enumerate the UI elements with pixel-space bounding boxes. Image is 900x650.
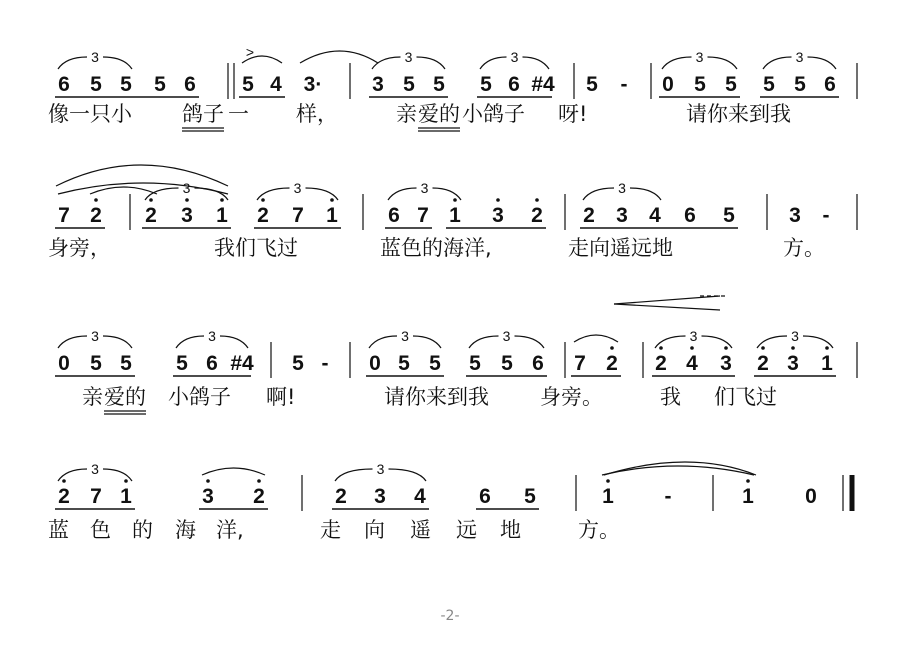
octave-dot	[606, 479, 610, 483]
note-1-11: 5	[433, 73, 445, 96]
triplet-number: 3	[91, 328, 99, 344]
note-2-4: 3	[181, 204, 193, 227]
triplet-arc	[257, 188, 290, 200]
triplet-number: 3	[91, 461, 99, 477]
lyric-4-4: 海	[175, 518, 196, 542]
octave-dot	[185, 198, 189, 202]
note-4-1: 2	[58, 485, 70, 508]
note-1-10: 5	[403, 73, 415, 96]
triplet-arc	[388, 188, 417, 200]
triplet-number: 3	[791, 328, 799, 344]
note-1-1: 6	[58, 73, 70, 96]
lyric-2-5: 方。	[783, 236, 825, 260]
octave-dot	[724, 346, 728, 350]
note-3-11: 5	[429, 352, 441, 375]
octave-dot	[62, 479, 66, 483]
lyric-4-8: 遥	[410, 518, 431, 542]
note-2-12: 3	[492, 204, 504, 227]
note-4-11: 1	[602, 485, 614, 508]
lyric-4-1: 蓝	[48, 518, 69, 542]
note-3-7: 5	[292, 352, 304, 375]
note-4-8: 4	[414, 485, 426, 508]
note-1-5: 6	[184, 73, 196, 96]
triplet-number: 3	[689, 328, 698, 344]
note-3-19: 3	[720, 352, 732, 375]
note-1-9: 3	[372, 73, 384, 96]
triplet-arc	[662, 57, 692, 69]
note-1-17: 0	[662, 73, 674, 96]
triplet-arc	[58, 57, 87, 69]
note-3-21: 3	[787, 352, 799, 375]
triplet-arc	[372, 57, 401, 69]
triplet-number: 3	[618, 180, 626, 196]
note-2-17: 6	[684, 204, 696, 227]
slur	[58, 183, 228, 194]
octave-dot	[791, 346, 795, 350]
note-3-20: 2	[757, 352, 769, 375]
triplet-arc	[630, 188, 661, 200]
lyric-2-1: 身旁，	[48, 236, 111, 260]
lyric-3-5: 请你来到我	[384, 385, 489, 409]
octave-dot	[761, 346, 765, 350]
lyric-3-3: 小鸽子	[168, 385, 231, 409]
triplet-number: 3	[293, 180, 302, 196]
octave-dot	[206, 479, 210, 483]
triplet-arc	[413, 336, 441, 348]
lyric-4-11: 方。	[578, 518, 620, 542]
note-3-12: 5	[469, 352, 481, 375]
triplet-arc	[433, 188, 462, 200]
triplet-arc	[176, 336, 204, 348]
note-4-14: 0	[805, 485, 817, 508]
triplet-arc	[583, 188, 614, 200]
note-3-10: 5	[398, 352, 410, 375]
triplet-number: 3	[376, 461, 385, 477]
triplet-arc	[335, 469, 373, 481]
octave-dot	[610, 346, 614, 350]
triplet-arc	[220, 336, 248, 348]
note-4-7: 3	[374, 485, 386, 508]
octave-dot	[261, 198, 265, 202]
note-1-2: 5	[90, 73, 102, 96]
triplet-arc	[523, 57, 550, 69]
triplet-arc	[417, 57, 446, 69]
hairpin-line	[614, 304, 720, 310]
triplet-arc	[103, 336, 132, 348]
note-1-20: 5	[763, 73, 775, 96]
note-3-16: 2	[606, 352, 618, 375]
lyric-2-2: 我们飞过	[214, 236, 298, 260]
lyric-3-8: 们飞过	[714, 385, 777, 409]
lyric-3-6: 身旁。	[540, 385, 603, 409]
note-1-22: 6	[824, 73, 836, 96]
note-3-6: #4	[230, 352, 254, 375]
octave-dot	[746, 479, 750, 483]
octave-dot	[94, 198, 98, 202]
note-3-9: 0	[369, 352, 381, 375]
note-3-14: 6	[532, 352, 544, 375]
lyric-3-1: 亲	[82, 385, 103, 409]
lyric-4-6: 走	[320, 518, 341, 542]
triplet-number: 3	[795, 49, 804, 65]
triplet-number: 3	[91, 49, 99, 65]
note-4-12: -	[664, 485, 672, 508]
note-4-9: 6	[479, 485, 491, 508]
note-1-19: 5	[725, 73, 737, 96]
lyric-1-5: 亲	[396, 102, 417, 126]
triplet-arc	[702, 336, 733, 348]
note-1-4: 5	[154, 73, 166, 96]
triplet-number: 3	[502, 328, 511, 344]
note-1-3: 5	[120, 73, 132, 96]
octave-dot	[453, 198, 457, 202]
triplet-arc	[306, 188, 339, 200]
accent-mark: >	[245, 44, 255, 60]
triplet-number: 3	[401, 328, 409, 344]
triplet-arc	[389, 469, 427, 481]
octave-dot	[330, 198, 334, 202]
lyric-1-7: 小鸽子	[462, 102, 525, 126]
note-1-12: 5	[480, 73, 492, 96]
octave-dot	[825, 346, 829, 350]
note-3-5: 6	[206, 352, 218, 375]
note-4-2: 7	[90, 485, 102, 508]
triplet-arc	[655, 336, 686, 348]
note-2-16: 4	[649, 204, 661, 227]
octave-dot	[149, 198, 153, 202]
note-2-6: 2	[257, 204, 269, 227]
note-1-18: 5	[694, 73, 706, 96]
note-2-14: 2	[583, 204, 595, 227]
note-1-7: 4	[270, 73, 282, 96]
triplet-arc	[763, 57, 792, 69]
note-3-3: 5	[120, 352, 132, 375]
octave-dot	[496, 198, 500, 202]
triplet-arc	[803, 336, 833, 348]
note-2-20: -	[822, 204, 830, 227]
triplet-number: 3	[420, 180, 429, 196]
triplet-arc	[469, 336, 499, 348]
note-2-5: 1	[216, 204, 228, 227]
lyric-2-4: 走向遥远地	[568, 236, 673, 260]
note-3-4: 5	[176, 352, 188, 375]
note-2-8: 1	[326, 204, 338, 227]
note-1-6: 5	[242, 73, 254, 96]
triplet-arc	[58, 469, 87, 481]
note-2-7: 7	[292, 204, 304, 227]
lyric-1-9: 请你来到我	[686, 102, 791, 126]
note-2-9: 6	[388, 204, 400, 227]
note-2-18: 5	[723, 204, 735, 227]
octave-dot	[257, 479, 261, 483]
note-1-13: 6	[508, 73, 520, 96]
triplet-arc	[369, 336, 397, 348]
slur	[300, 51, 378, 63]
triplet-number: 3	[510, 49, 519, 65]
slur	[202, 468, 265, 475]
note-3-22: 1	[821, 352, 833, 375]
note-4-13: 1	[742, 485, 754, 508]
octave-dot	[535, 198, 539, 202]
note-2-1: 7	[58, 204, 70, 227]
lyric-1-8: 呀!	[558, 102, 588, 126]
triplet-arc	[808, 57, 837, 69]
lyric-3-2: 爱的	[104, 385, 146, 409]
lyric-1-1: 像一只小	[48, 102, 132, 126]
lyric-2-3: 蓝色的海洋,	[380, 236, 492, 260]
slur	[90, 187, 157, 194]
triplet-arc	[708, 57, 738, 69]
note-3-2: 5	[90, 352, 102, 375]
triplet-arc	[103, 57, 132, 69]
triplet-arc	[515, 336, 545, 348]
triplet-number: 3	[404, 49, 413, 65]
triplet-number: 3	[182, 180, 191, 196]
note-4-6: 2	[335, 485, 347, 508]
note-1-14: #4	[531, 73, 555, 96]
octave-dot	[690, 346, 694, 350]
note-3-17: 2	[655, 352, 667, 375]
note-1-15: 5	[586, 73, 598, 96]
note-3-1: 0	[58, 352, 70, 375]
lyric-4-9: 远	[456, 518, 477, 542]
triplet-arc	[145, 188, 179, 200]
lyric-4-5: 洋,	[216, 518, 244, 542]
note-1-16: -	[620, 73, 628, 96]
note-3-8: -	[321, 352, 329, 375]
note-2-10: 7	[417, 204, 429, 227]
lyric-4-2: 色	[90, 518, 111, 542]
note-2-19: 3	[789, 204, 801, 227]
triplet-number: 3	[208, 328, 216, 344]
slur	[574, 335, 618, 342]
octave-dot	[659, 346, 663, 350]
triplet-number: 3	[695, 49, 704, 65]
triplet-arc	[103, 469, 132, 481]
note-3-18: 4	[686, 352, 698, 375]
lyric-1-3: 一	[228, 102, 249, 126]
lyric-3-7: 我	[660, 385, 681, 409]
note-2-2: 2	[90, 204, 102, 227]
phrase-slur	[604, 462, 756, 475]
lyric-1-6: 爱的	[418, 102, 460, 126]
octave-dot	[124, 479, 128, 483]
note-1-8: 3·	[303, 73, 323, 96]
page-number: -2-	[440, 608, 460, 624]
note-2-13: 2	[531, 204, 543, 227]
note-4-5: 2	[253, 485, 265, 508]
note-3-15: 7	[574, 352, 586, 375]
note-4-4: 3	[202, 485, 214, 508]
lyric-1-4: 样，	[296, 102, 338, 126]
lyric-3-4: 啊!	[266, 385, 296, 409]
note-2-3: 2	[145, 204, 157, 227]
note-2-15: 3	[616, 204, 628, 227]
triplet-arc	[480, 57, 507, 69]
lyric-1-2: 鸽子	[182, 102, 224, 126]
lyric-4-10: 地	[500, 518, 521, 542]
lyric-4-3: 的	[132, 518, 153, 542]
note-3-13: 5	[501, 352, 513, 375]
triplet-arc	[58, 336, 87, 348]
note-1-21: 5	[794, 73, 806, 96]
lyric-4-7: 向	[364, 518, 385, 542]
octave-dot	[220, 198, 224, 202]
note-2-11: 1	[449, 204, 461, 227]
note-4-3: 1	[120, 485, 132, 508]
hairpin-line	[614, 296, 720, 304]
triplet-arc	[757, 336, 787, 348]
note-4-10: 5	[524, 485, 536, 508]
